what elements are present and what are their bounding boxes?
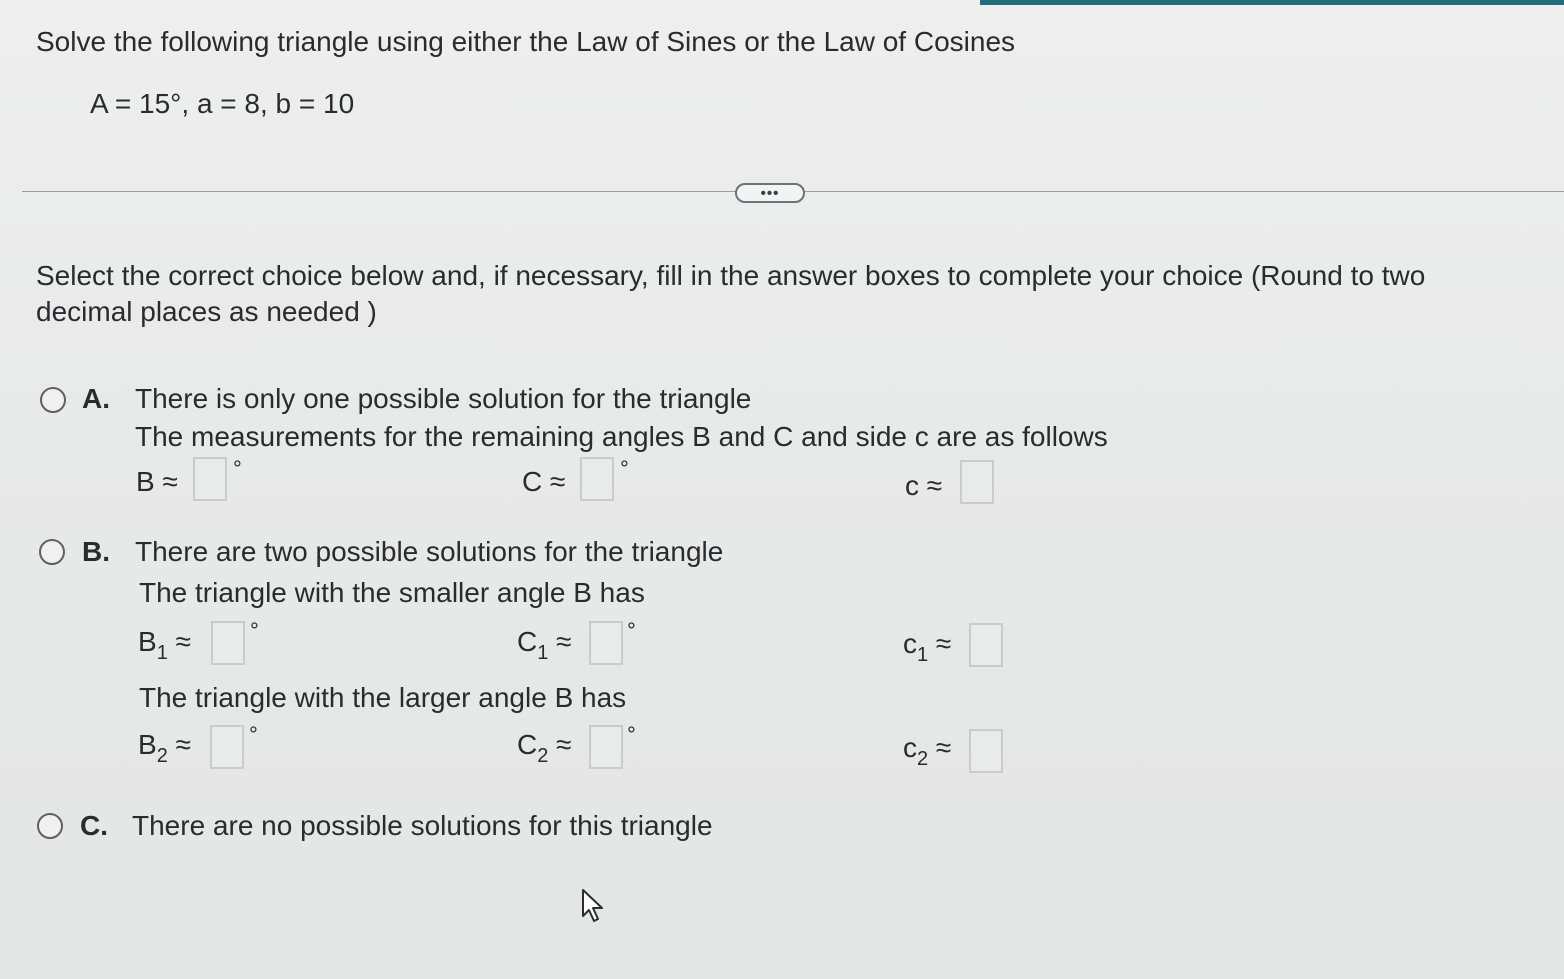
choice-b-c1-degree: ° [627,618,636,643]
choice-b-c2-side-label: $c_2$ ≈ [903,732,952,770]
choice-c-radio[interactable] [37,813,63,839]
instructions-line-1: Select the correct choice below and, if necessary, fill in the answer boxes to complete your choice (Round to two [36,260,1426,291]
choice-b-radio[interactable] [39,539,65,565]
choice-a-c-angle-label: C ≈ [522,466,566,497]
choice-c-text: There are no possible solutions for this triangle [132,810,713,841]
choice-c-letter: C. [80,810,108,841]
instructions-line-2: decimal places as needed ) [36,296,377,327]
choice-b-b1-label: $B_1$ ≈ [138,626,191,664]
choice-b-c2-angle-label: $C_2$ ≈ [517,729,572,767]
choice-b-c2-angle-input[interactable] [589,725,623,769]
choice-a-b-input[interactable] [193,457,227,501]
top-accent-bar [980,0,1564,5]
choice-a-b-degree: ° [233,456,242,481]
choice-b-text: There are two possible solutions for the triangle [135,536,724,567]
choice-a-c-angle-degree: ° [620,456,629,481]
choice-b-c1-angle-label: $C_1$ ≈ [517,626,572,664]
choice-b-c1-side-label: $c_1$ ≈ [903,628,952,666]
choice-a-text: There is only one possible solution for the triangle [135,383,752,414]
choice-b-c1-side-input[interactable] [969,623,1003,667]
question-prompt: Solve the following triangle using either the Law of Sines or the Law of Cosines [36,26,1016,57]
choice-b-c2-side-input[interactable] [969,729,1003,773]
choice-b-letter: B. [82,536,110,567]
choice-a-c-side-input[interactable] [960,460,994,504]
choice-a-radio[interactable] [40,387,66,413]
instructions [36,258,1425,330]
choice-a-c-angle-input[interactable] [580,457,614,501]
choice-b-c1-angle-input[interactable] [589,621,623,665]
choice-a-b-label: B ≈ [136,466,178,497]
mouse-pointer-icon [580,888,608,924]
choice-b-b2-input[interactable] [210,725,244,769]
choice-a-c-side-label: c ≈ [905,470,943,501]
choice-a-letter: A. [82,383,110,414]
given-values: A = 15°, a = 8, b = 10 [90,88,355,119]
choice-b-b2-label: $B_2$ ≈ [138,729,191,767]
choice-b-b1-degree: ° [250,618,259,643]
choice-b-c2-degree: ° [627,722,636,747]
more-button[interactable]: ••• [735,183,805,203]
choice-a-subtext: The measurements for the remaining angles B and C and side c are as follows [135,421,1108,452]
choice-b-larger-text: The triangle with the larger angle B has [139,682,627,713]
choice-b-b1-input[interactable] [211,621,245,665]
choice-b-smaller-text: The triangle with the smaller angle B has [139,577,645,608]
choice-b-b2-degree: ° [249,722,258,747]
